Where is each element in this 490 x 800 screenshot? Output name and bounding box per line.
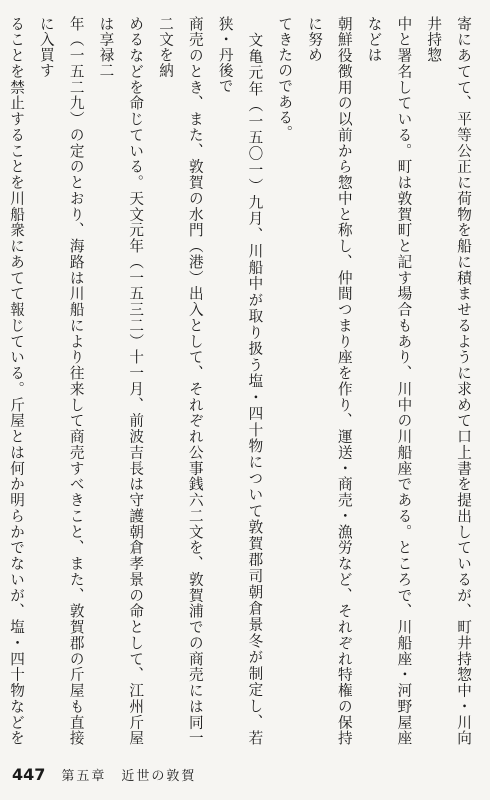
page-number: 447 [12, 765, 46, 784]
body-paragraph: 寄にあてて、平等公正に荷物を船に積ませるように求めて口上書を提出しているが、町井持惣中・川向井持惣 中と署名している。町は敦賀町と記す場合もあり、川中の川船座である。ところで、川船座・河野屋座などは 朝鮮役徴用の以前から惣中と称し、仲間つまり座を作り、運送・商売・漁労など、それぞれ特権の保持に努め てきたのである。 文亀元年（一五〇一）九月、川船中が取り扱う塩・四十物について敦賀郡司朝倉景冬が制定し、若狭・丹後で 商売のとき、また、敦賀の水門（港）出入として、それぞれ公事銭六二文を、敦賀浦での商売には同一二文を納 めるなどを命じている。天文元年（一五三二）十一月、前波吉長は守護朝倉孝景の命として、江州斤屋は享禄二 年（一五二九）の定のとおり、海路は川船により往来して商売すべきこと、また、敦賀郡の斤屋も直接に入買す ることを禁止することを川船衆にあてて報じている。斤屋とは何か明らかでないが、塩・四十物などを [8, 16, 472, 746]
chapter-title: 第五章 近世の敦賀 [61, 769, 197, 784]
page-footer [12, 765, 196, 784]
body-text [8, 16, 478, 746]
